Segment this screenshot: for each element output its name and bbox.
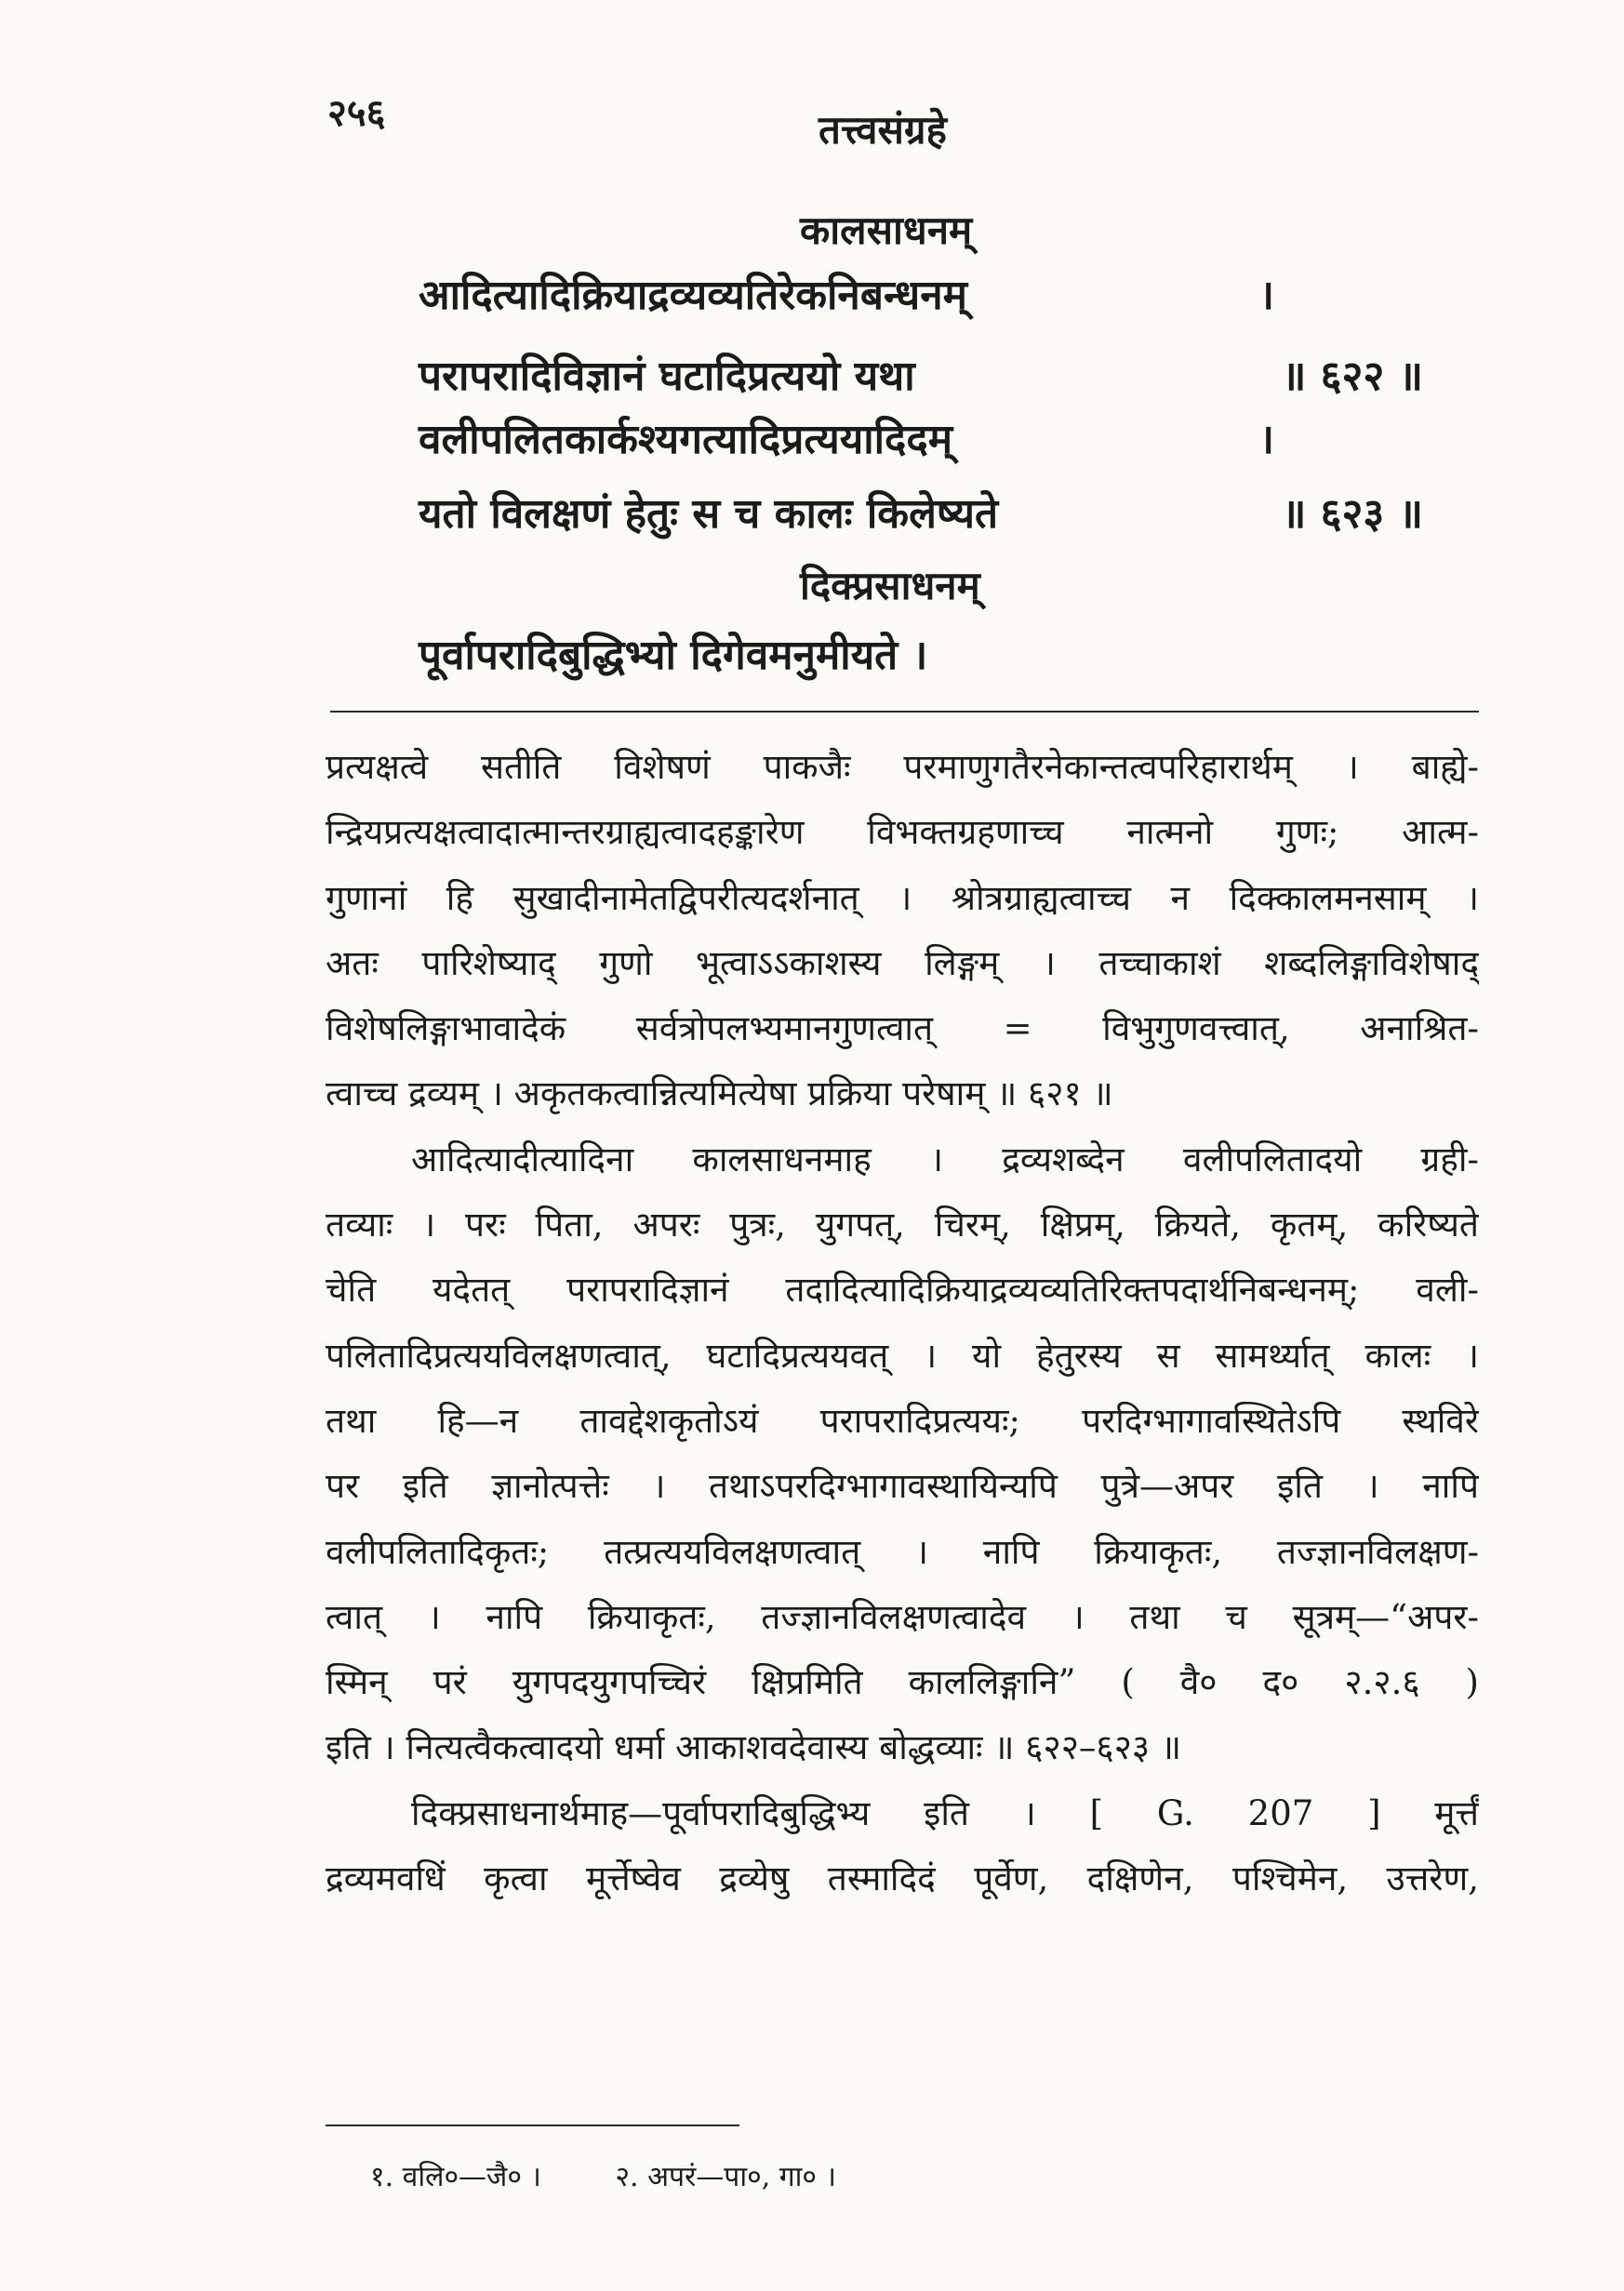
- section-heading-dik: दिक्प्रसाधनम्: [800, 563, 980, 608]
- commentary-line: आदित्यादीत्यादिना कालसाधनमाह । द्रव्यशब्देन वलीपलितादयो ग्रही-: [411, 1139, 1479, 1179]
- verse-commentary-divider: [330, 711, 1479, 713]
- commentary-line: विशेषलिङ्गाभावादेकं सर्वत्रोपलभ्यमानगुणत्वात् = विभुगुणवत्त्वात्, अनाश्रित-: [326, 1008, 1479, 1049]
- footnote-divider: [326, 2125, 739, 2126]
- verse-line: [419, 409, 1423, 465]
- commentary-line: तव्याः । परः पिता, अपरः पुत्रः, युगपत्, चिरम्, क्षिप्रम्, क्रियते, कृतम्, करिष्यते: [326, 1205, 1479, 1245]
- commentary-line: तथा हि—न तावद्देशकृतोऽयं परापरादिप्रत्ययः; परदिग्भागावस्थितेऽपि स्थविरे: [326, 1400, 1479, 1441]
- verse-line: [419, 265, 1423, 321]
- verse-end-mark: ।: [1258, 272, 1274, 319]
- commentary-line: द्रव्यमवधिं कृत्वा मूर्त्तेष्वेव द्रव्येषु तस्मादिदं पूर्वेण, दक्षिणेन, पश्चिमेन, उत्तरेण,: [326, 1858, 1479, 1899]
- verse-line: [419, 484, 1423, 539]
- verse-text: पूर्वापरादिबुद्धिभ्यो दिगेवमनुमीयते ।: [419, 632, 928, 679]
- commentary-line: चेति यदेतत् परापरादिज्ञानं तदादित्यादिक्रियाद्रव्यव्यतिरिक्तपदार्थनिबन्धनम्; वली-: [326, 1270, 1479, 1311]
- running-head: तत्त्वसंग्रहे: [819, 107, 947, 153]
- commentary-block: [326, 735, 1479, 1911]
- verse-number: ॥ ६२२ ॥: [1282, 353, 1423, 400]
- commentary-line: दिक्प्रसाधनार्थमाह—पूर्वापरादिबुद्धिभ्य इति । [ G. 207 ] मूर्त्तं: [411, 1792, 1479, 1833]
- commentary-line: वलीपलितादिकृतः; तत्प्रत्ययविलक्षणत्वात् । नापि क्रियाकृतः, तज्ज्ञानविलक्षण-: [326, 1531, 1479, 1572]
- page-number: २५६: [327, 91, 386, 135]
- verse-line: [419, 346, 1423, 402]
- commentary-line: त्वात् । नापि क्रियाकृतः, तज्ज्ञानविलक्षणत्वादेव । तथा च सूत्रम्—“अपर-: [326, 1596, 1479, 1637]
- verse-end-mark: ।: [1258, 416, 1274, 463]
- commentary-line: गुणानां हि सुखादीनामेतद्विपरीत्यदर्शनात् । श्रोत्रग्राह्यत्वाच्च न दिक्कालमनसाम् ।: [326, 877, 1479, 918]
- verse-text: परापरादिविज्ञानं घटादिप्रत्ययो यथा: [419, 353, 915, 400]
- commentary-line: प्रत्यक्षत्वे सतीति विशेषणं पाकजैः परमाणुगतैरनेकान्तत्वपरिहारार्थम् । बाह्ये-: [326, 747, 1479, 787]
- commentary-line: पलितादिप्रत्ययविलक्षणत्वात्, घटादिप्रत्ययवत् । यो हेतुरस्य स सामर्थ्यात् कालः ।: [326, 1335, 1479, 1376]
- commentary-line: इति । नित्यत्वैकत्वादयो धर्मा आकाशवदेवास्य बोद्धव्याः ॥ ६२२–६२३ ॥: [326, 1727, 1182, 1768]
- commentary-line: पर इति ज्ञानोत्पत्तेः । तथाऽपरदिग्भागावस्थायिन्यपि पुत्रे—अपर इति । नापि: [326, 1466, 1479, 1507]
- footnote-2: २. अपरं—पा०, गा० ।: [615, 2161, 836, 2193]
- section-heading-kala: कालसाधनम्: [800, 207, 973, 253]
- verse-text: वलीपलितकार्कश्यगत्यादिप्रत्ययादिदम्: [419, 416, 953, 463]
- commentary-line: न्द्रियप्रत्यक्षत्वादात्मान्तरग्राह्यत्वादहङ्कारेण विभक्तग्रहणाच्च नात्मनो गुणः; आत्म-: [326, 812, 1479, 853]
- footnotes: [370, 2156, 901, 2194]
- commentary-line: अतः पारिशेष्याद् गुणो भूत्वाऽऽकाशस्य लिङ्गम् । तच्चाकाशं शब्दलिङ्गाविशेषाद्: [326, 942, 1479, 983]
- commentary-line: स्मिन् परं युगपदयुगपच्चिरं क्षिप्रमिति काललिङ्गानि” ( वै० द० २.२.६ ): [326, 1662, 1479, 1703]
- verse-number: ॥ ६२३ ॥: [1282, 490, 1423, 538]
- verse-text: यतो विलक्षणं हेतुः स च कालः किलेष्यते: [419, 490, 999, 538]
- verse-text: आदित्यादिक्रियाद्रव्यव्यतिरेकनिबन्धनम्: [419, 272, 967, 319]
- commentary-line: त्वाच्च द्रव्यम् । अकृतकत्वान्नित्यमित्येषा प्रक्रिया परेषाम् ॥ ६२१ ॥: [326, 1073, 1113, 1114]
- footnote-1: १. वलि०—जै० ।: [370, 2161, 541, 2193]
- verse-line: [419, 625, 1256, 681]
